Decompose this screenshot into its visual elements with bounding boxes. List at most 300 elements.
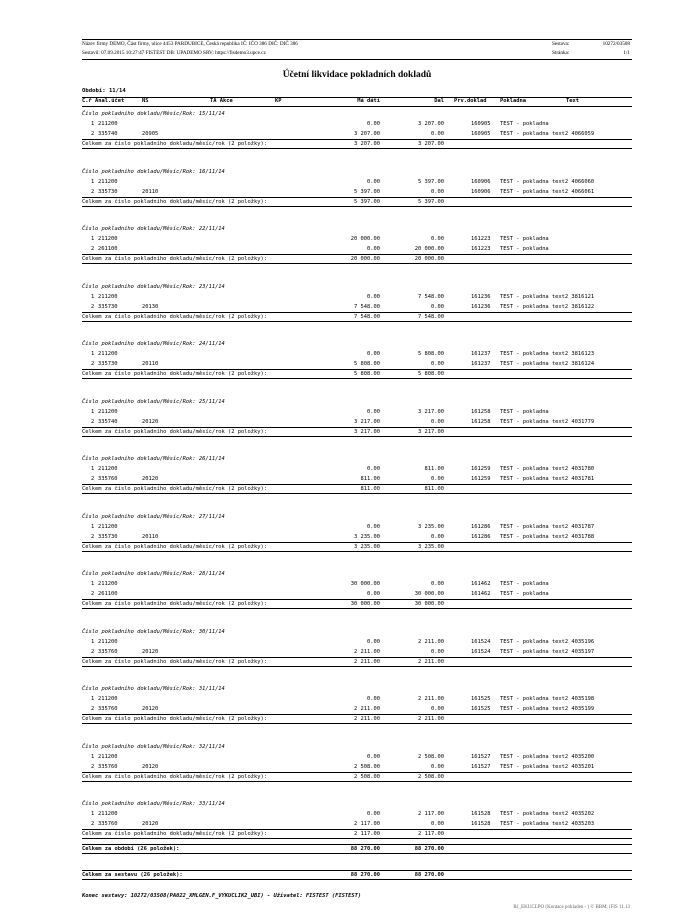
row-doc: 161237 [471,351,491,357]
row-dal: 0.00 [431,361,444,367]
row-number: 1 [91,581,95,587]
row-number: 2 [91,418,95,425]
row-account: 211200 [98,523,118,530]
row-md: 2 211.00 [354,706,380,712]
col-doc: Prv.doklad [454,98,487,104]
row-text: TEST - pokladna text2 3816121 [500,293,595,300]
row-doc: 161524 [471,648,491,655]
section-total [82,657,632,667]
section-total-label: Celkem za číslo pokladního dokladu/měsíc/rok (2 položky): [82,716,267,722]
col-dal: Dal [434,98,444,104]
report-total [82,870,632,880]
row-number: 2 [91,303,95,310]
row-md: 0.00 [367,293,380,300]
row-md: 30 000.00 [350,581,380,587]
col-ta: TA Akce [210,98,233,104]
row-account: 335730 [98,303,118,310]
table-row [82,187,632,197]
section-total-md: 811.00 [360,486,380,492]
row-md: 0.00 [367,753,380,760]
section-total-label: Celkem za číslo pokladního dokladu/měsíc/rok (2 položky): [82,428,267,435]
company-line: Název firmy DEMO, Část firmy, ulice 4453 PARDUBICE, Česká republika IČ: IČO 386 DIČ: DIČ 386 [82,41,298,47]
row-account: 335760 [98,763,118,770]
row-doc: 160906 [471,188,491,195]
row-dal: 0.00 [431,821,444,827]
row-md: 3 217.00 [354,418,380,425]
row-dal: 2 211.00 [418,638,444,645]
row-dal: 3 207.00 [418,121,444,127]
voucher-section [82,799,632,839]
row-doc: 161286 [471,533,491,540]
period-total-label: Celkem za období (26 položek): [82,846,180,852]
row-number: 1 [91,638,95,645]
row-account: 335740 [98,418,118,425]
row-ns: 20120 [142,763,159,770]
section-total [82,197,632,207]
section-total [82,829,632,839]
row-text: TEST - pokladna text2 4066060 [500,178,595,185]
voucher-section [82,282,632,322]
voucher-section [82,742,632,782]
row-doc: 161223 [471,246,491,252]
section-total-md: 3 207.00 [354,141,380,147]
row-account: 211200 [98,293,118,300]
row-text: TEST - pokladna [500,408,549,415]
row-number: 2 [91,361,95,367]
row-text: TEST - pokladna [500,591,549,597]
row-doc: 161528 [471,821,491,827]
report-header [82,39,632,60]
row-account: 335740 [98,131,118,137]
row-doc: 161527 [471,763,491,770]
row-text: TEST - pokladna text2 4035197 [500,648,595,655]
section-total-dal: 3 207.00 [418,141,444,147]
row-number: 1 [91,408,95,415]
row-number: 2 [91,706,95,712]
row-doc: 161259 [471,466,491,472]
table-row [82,129,632,139]
row-md: 0.00 [367,638,380,645]
row-account: 335730 [98,188,118,195]
row-text: TEST - pokladna text2 4035203 [500,821,595,827]
section-title: Číslo pokladního dokladu/Měsíc/Rok: 30/11/14 [82,628,225,635]
section-total [82,599,632,609]
voucher-section [82,512,632,552]
row-text: TEST - pokladna text2 4035201 [500,763,595,770]
row-account: 335760 [98,648,118,655]
section-title: Číslo pokladního dokladu/Měsíc/Rok: 22/11/14 [82,226,225,232]
row-md: 2 211.00 [354,648,380,655]
section-title: Číslo pokladního dokladu/Měsíc/Rok: 27/11/14 [82,513,225,520]
row-text: TEST - pokladna text2 4035199 [500,706,595,712]
end-of-report: Konec sestavy: 10272/03508(PA022_XMLGEN.F_VYKUCLIK2_UBI) - Uživatel: FISTEST (FISTEST) [82,893,362,899]
report-total-dal: 88 270.00 [414,872,444,878]
sestava-value: 10272/03508 [602,41,630,47]
row-md: 2 508.00 [354,763,380,770]
table-row [82,809,632,819]
row-account: 335730 [98,361,118,367]
row-dal: 0.00 [431,303,444,310]
section-total [82,714,632,724]
table-row [82,579,632,589]
row-dal: 2 508.00 [418,753,444,760]
col-kp: KP [275,98,282,104]
row-number: 1 [91,811,95,817]
row-md: 0.00 [367,523,380,530]
section-total-md: 2 211.00 [354,658,380,665]
row-doc: 161525 [471,706,491,712]
report-total-label: Celkem za sestavu (26 položek): [82,872,183,878]
section-total-dal: 20 000.00 [414,256,444,262]
table-row [82,349,632,359]
row-dal: 0.00 [431,706,444,712]
row-text: TEST - pokladna text2 4035202 [500,811,595,817]
row-account: 335730 [98,533,118,540]
row-number: 1 [91,293,95,300]
section-total-label: Celkem za číslo pokladního dokladu/měsíc/rok (2 položky): [82,198,267,205]
section-total-md: 2 117.00 [354,831,380,837]
row-md: 0.00 [367,178,380,185]
row-account: 211200 [98,178,118,185]
row-account: 211200 [98,408,118,415]
table-row [82,119,632,129]
table-row [82,704,632,714]
row-md: 2 117.00 [354,821,380,827]
section-total [82,484,632,494]
row-dal: 0.00 [431,763,444,770]
table-row [82,647,632,657]
stranka-value: 1/1 [623,50,630,56]
row-dal: 0.00 [431,533,444,540]
row-dal: 0.00 [431,236,444,242]
row-md: 3 207.00 [354,131,380,137]
row-text: TEST - pokladna text2 4035196 [500,638,595,645]
row-number: 2 [91,648,95,655]
section-total-md: 5 397.00 [354,198,380,205]
report-title: Účetní likvidace pokladních dokladů [282,70,432,80]
row-number: 1 [91,466,95,472]
row-dal: 0.00 [431,476,444,482]
row-md: 811.00 [360,476,380,482]
voucher-section [82,684,632,724]
row-account: 335760 [98,821,118,827]
row-dal: 30 000.00 [414,591,444,597]
row-dal: 3 217.00 [418,408,444,415]
row-doc: 161527 [471,753,491,760]
row-account: 261100 [98,591,118,597]
section-total-md: 30 000.00 [350,601,380,607]
voucher-section [82,167,632,207]
row-md: 0.00 [367,811,380,817]
table-row [82,244,632,254]
period-label: Období: 11/14 [82,88,126,94]
row-md: 3 235.00 [354,533,380,540]
section-total-dal: 5 397.00 [418,198,444,205]
period-total-md: 88 270.00 [350,846,380,852]
row-doc: 161524 [471,638,491,645]
row-doc: 161236 [471,293,491,300]
section-title: Číslo pokladního dokladu/Měsíc/Rok: 32/11/14 [82,743,225,750]
section-total-md: 3 235.00 [354,543,380,550]
row-doc: 161258 [471,418,491,425]
row-dal: 3 235.00 [418,523,444,530]
row-ns: 20120 [142,706,159,712]
row-md: 5 808.00 [354,361,380,367]
table-row [82,302,632,312]
row-account: 211200 [98,753,118,760]
col-account: Anal.účet [95,98,125,104]
section-total-dal: 30 000.00 [414,601,444,607]
row-text: TEST - pokladna text2 4035200 [500,753,595,760]
row-doc: 161236 [471,303,491,310]
row-text: TEST - pokladna text2 4031787 [500,523,595,530]
table-row [82,234,632,244]
period-total-dal: 88 270.00 [414,846,444,852]
table-row [82,474,632,484]
voucher-section [82,339,632,379]
section-title: Číslo pokladního dokladu/Měsíc/Rok: 25/11/14 [82,398,225,405]
row-doc: 161286 [471,523,491,530]
table-row [82,694,632,704]
stranka-label: Stránka: [552,50,570,56]
table-row [82,522,632,532]
row-number: 1 [91,753,95,760]
row-md: 0.00 [367,121,380,127]
row-md: 0.00 [367,466,380,472]
section-total [82,369,632,379]
period-total [82,844,632,854]
row-dal: 7 548.00 [418,293,444,300]
section-total-md: 3 217.00 [354,428,380,435]
row-md: 0.00 [367,696,380,702]
section-title: Číslo pokladního dokladu/Měsíc/Rok: 24/11/14 [82,341,225,347]
table-row [82,177,632,187]
table-row [82,532,632,542]
row-number: 2 [91,821,95,827]
section-total-dal: 2 117.00 [418,831,444,837]
row-dal: 0.00 [431,418,444,425]
row-account: 211200 [98,581,118,587]
table-row [82,637,632,647]
row-number: 1 [91,236,95,242]
row-ns: 20110 [142,361,159,367]
section-total-label: Celkem za číslo pokladního dokladu/měsíc/rok (2 položky): [82,313,267,320]
row-text: TEST - pokladna [500,246,549,252]
row-ns: 20120 [142,648,159,655]
row-text: TEST - pokladna text2 3816122 [500,303,595,310]
voucher-section [82,627,632,667]
row-md: 0.00 [367,408,380,415]
section-total-dal: 811.00 [424,486,444,492]
section-total-dal: 7 548.00 [418,313,444,320]
col-pokladna: Pokladna [500,98,526,104]
voucher-section [82,224,632,264]
row-ns: 20120 [142,476,159,482]
row-doc: 161259 [471,476,491,482]
row-text: TEST - pokladna text2 4066061 [500,188,595,195]
row-doc: 161525 [471,696,491,702]
voucher-section [82,454,632,494]
table-row [82,589,632,599]
row-dal: 0.00 [431,648,444,655]
row-text: TEST - pokladna text2 3816124 [500,361,595,367]
row-doc: 160905 [471,121,491,127]
section-title: Číslo pokladního dokladu/Měsíc/Rok: 28/11/14 [82,571,225,577]
row-number: 1 [91,121,95,127]
row-dal: 0.00 [431,131,444,137]
row-text: TEST - pokladna [500,236,549,242]
section-total-dal: 2 508.00 [418,773,444,780]
section-total-label: Celkem za číslo pokladního dokladu/měsíc/rok (2 položky): [82,141,267,147]
report-total-md: 88 270.00 [350,872,380,878]
row-text: TEST - pokladna text2 3816123 [500,351,595,357]
row-dal: 0.00 [431,581,444,587]
row-dal: 5 397.00 [418,178,444,185]
row-account: 211200 [98,811,118,817]
section-total [82,772,632,782]
row-account: 261100 [98,246,118,252]
table-row [82,407,632,417]
row-doc: 161223 [471,236,491,242]
col-ns: NS [142,98,149,104]
row-md: 20 000.00 [350,236,380,242]
row-text: TEST - pokladna text2 4031780 [500,466,595,472]
row-account: 211200 [98,696,118,702]
section-total-md: 5 808.00 [354,371,380,377]
section-total [82,139,632,149]
section-title: Číslo pokladního dokladu/Měsíc/Rok: 33/11/14 [82,801,225,807]
row-account: 211200 [98,121,118,127]
section-total-label: Celkem za číslo pokladního dokladu/měsíc/rok (2 položky): [82,256,267,262]
section-total-dal: 2 211.00 [418,716,444,722]
row-ns: 20905 [142,131,159,137]
row-ns: 20110 [142,533,159,540]
row-ns: 20130 [142,303,159,310]
section-total-label: Celkem za číslo pokladního dokladu/měsíc/rok (2 položky): [82,773,267,780]
row-account: 335760 [98,476,118,482]
row-ns: 20120 [142,821,159,827]
section-total-md: 2 508.00 [354,773,380,780]
section-total-dal: 5 808.00 [418,371,444,377]
created-line: Sestavil: 07.09.2015 10:27:47 FISTEST DB: UPADEMO SRV: https://fisdemo3.upce.cz [82,50,266,56]
section-total-label: Celkem za číslo pokladního dokladu/měsíc/rok (2 položky): [82,486,267,492]
row-dal: 20 000.00 [414,246,444,252]
row-number: 1 [91,351,95,357]
row-md: 0.00 [367,351,380,357]
section-title: Číslo pokladního dokladu/Měsíc/Rok: 23/11/14 [82,283,225,290]
row-doc: 160905 [471,131,491,137]
voucher-section [82,109,632,149]
row-text: TEST - pokladna text2 4031779 [500,418,595,425]
row-number: 2 [91,591,95,597]
row-doc: 160906 [471,178,491,185]
table-row [82,762,632,772]
section-total-label: Celkem za číslo pokladního dokladu/měsíc/rok (2 položky): [82,831,267,837]
row-account: 211200 [98,236,118,242]
col-nr: Č.ř [82,98,92,104]
section-total [82,312,632,322]
row-doc: 161258 [471,408,491,415]
row-doc: 161528 [471,811,491,817]
row-number: 1 [91,178,95,185]
row-dal: 2 211.00 [418,696,444,702]
section-total [82,427,632,437]
row-number: 1 [91,696,95,702]
row-dal: 5 808.00 [418,351,444,357]
row-account: 211200 [98,466,118,472]
row-md: 0.00 [367,246,380,252]
section-total-label: Celkem za číslo pokladního dokladu/měsíc/rok (2 položky): [82,371,267,377]
row-md: 7 548.00 [354,303,380,310]
section-title: Číslo pokladního dokladu/Měsíc/Rok: 16/11/14 [82,168,225,175]
section-title: Číslo pokladního dokladu/Měsíc/Rok: 15/11/14 [82,111,225,117]
column-header [82,97,632,107]
voucher-section [82,397,632,437]
row-ns: 20110 [142,188,159,195]
section-total-label: Celkem za číslo pokladního dokladu/měsíc/rok (2 položky): [82,543,267,550]
row-doc: 161462 [471,581,491,587]
row-ns: 20120 [142,418,159,425]
row-text: TEST - pokladna [500,121,549,127]
row-text: TEST - pokladna text2 4066059 [500,131,595,137]
row-account: 211200 [98,638,118,645]
table-row [82,417,632,427]
row-number: 2 [91,188,95,195]
table-row [82,464,632,474]
col-md: Má dáti [357,98,380,104]
section-total [82,254,632,264]
row-number: 2 [91,476,95,482]
row-md: 0.00 [367,591,380,597]
row-number: 2 [91,763,95,770]
table-row [82,359,632,369]
section-total-label: Celkem za číslo pokladního dokladu/měsíc/rok (2 položky): [82,658,267,665]
row-number: 2 [91,533,95,540]
section-total-md: 2 211.00 [354,716,380,722]
table-row [82,292,632,302]
row-text: TEST - pokladna text2 4031788 [500,533,595,540]
row-number: 2 [91,131,95,137]
row-text: TEST - pokladna text2 4035198 [500,696,595,702]
row-account: 211200 [98,351,118,357]
row-account: 335760 [98,706,118,712]
section-total-md: 20 000.00 [350,256,380,262]
row-doc: 161462 [471,591,491,597]
section-total-dal: 3 217.00 [418,428,444,435]
row-number: 1 [91,523,95,530]
section-total-dal: 3 235.00 [418,543,444,550]
sestava-label: Sestava: [552,41,570,47]
section-title: Číslo pokladního dokladu/Měsíc/Rok: 31/11/14 [82,686,225,692]
row-number: 2 [91,246,95,252]
footer-note: RJ_EKUCLPO (Kontace pokladen - ) © BBM, iFIS 11.13 [513,905,630,910]
row-dal: 0.00 [431,188,444,195]
section-title: Číslo pokladního dokladu/Měsíc/Rok: 26/11/14 [82,456,225,462]
section-total [82,542,632,552]
row-dal: 2 117.00 [418,811,444,817]
row-text: TEST - pokladna text2 4031781 [500,476,595,482]
table-row [82,819,632,829]
row-doc: 161237 [471,361,491,367]
table-row [82,752,632,762]
col-text: Text [566,98,579,104]
section-total-dal: 2 211.00 [418,658,444,665]
section-total-label: Celkem za číslo pokladního dokladu/měsíc/rok (2 položky): [82,601,267,607]
row-md: 5 397.00 [354,188,380,195]
row-text: TEST - pokladna [500,581,549,587]
voucher-section [82,569,632,609]
section-total-md: 7 548.00 [354,313,380,320]
